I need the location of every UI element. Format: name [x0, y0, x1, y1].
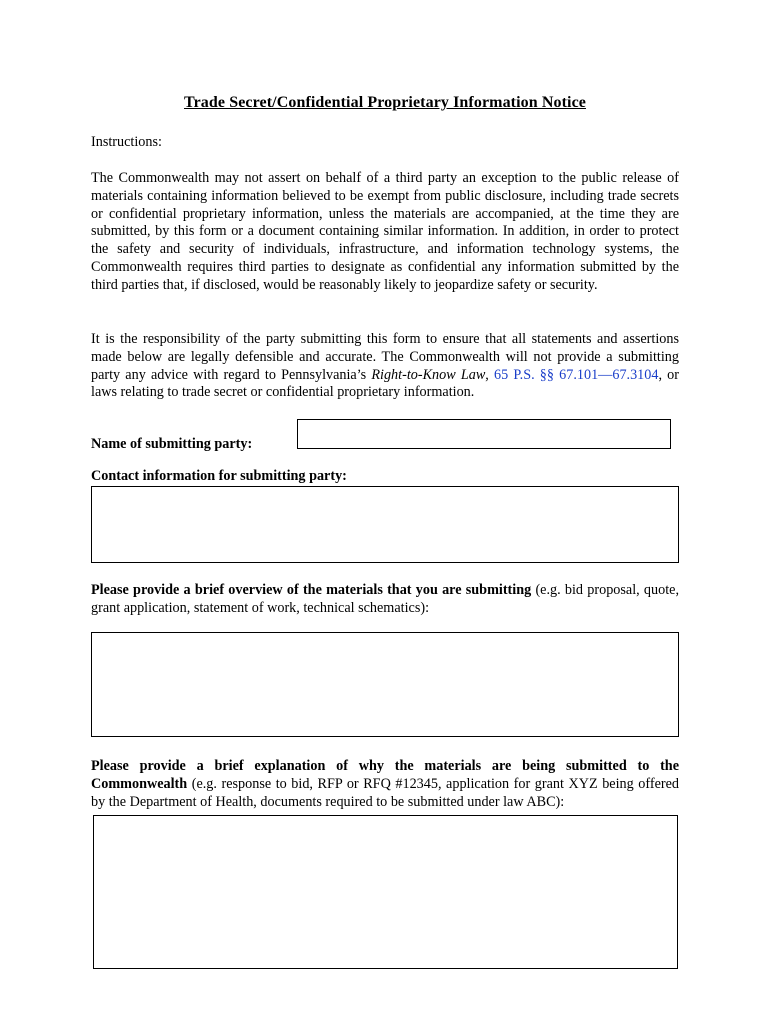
- responsibility-text: It is the responsibility of the party submitting this form to ensure that all statements and assertions made below are legally defensible and accurate. The Commonwealth will not provide a submitting party any advice with regard to Pennsylvania’s: [91, 331, 679, 383]
- explanation-question: [91, 758, 679, 811]
- responsibility-paragraph: [91, 331, 679, 402]
- statute-citation-link[interactable]: 65 P.S. §§ 67.101—67.3104: [494, 366, 659, 383]
- explanation-question-bold: Please provide a brief explanation of why the materials are being submitted to the Commonwealth: [91, 758, 679, 792]
- contact-label: Contact information for submitting party:: [91, 468, 347, 484]
- contact-information-field[interactable]: [91, 486, 679, 563]
- submitting-party-name-field[interactable]: [297, 419, 671, 449]
- submission-explanation-field[interactable]: [93, 815, 678, 969]
- name-label: Name of submitting party:: [91, 436, 253, 452]
- overview-question: [91, 582, 679, 618]
- materials-overview-field[interactable]: [91, 632, 679, 737]
- instructions-label: Instructions:: [91, 134, 162, 150]
- page-title: Trade Secret/Confidential Proprietary Information Notice: [184, 94, 586, 111]
- responsibility-text-end: , or laws relating to trade secret or confidential proprietary information.: [91, 366, 679, 401]
- overview-question-examples: (e.g. bid proposal, quote, grant application, statement of work, technical schematics):: [91, 582, 679, 616]
- overview-question-bold: Please provide a brief overview of the materials that you are submitting: [91, 582, 532, 598]
- comma: ,: [485, 366, 494, 383]
- explanation-question-examples: (e.g. response to bid, RFP or RFQ #12345, application for grant XYZ being offered by the Department of Health, documents required to be submitted under law ABC):: [91, 775, 679, 810]
- intro-paragraph: The Commonwealth may not assert on behalf of a third party an exception to the public release of materials containing information believed to be exempt from public disclosure, including trade secrets or confidential proprietary information, unless the materials are accompanied, at the time they are submitted, by this form or a document containing similar information. In addition, in order to protect the safety and security of individuals, infrastructure, and information technology systems, the Commonwealth requires third parties to designate as confidential any information submitted by the third parties that, if disclosed, would be reasonably likely to jeopardize safety or security.: [91, 170, 679, 293]
- law-name: Right-to-Know Law: [371, 366, 486, 383]
